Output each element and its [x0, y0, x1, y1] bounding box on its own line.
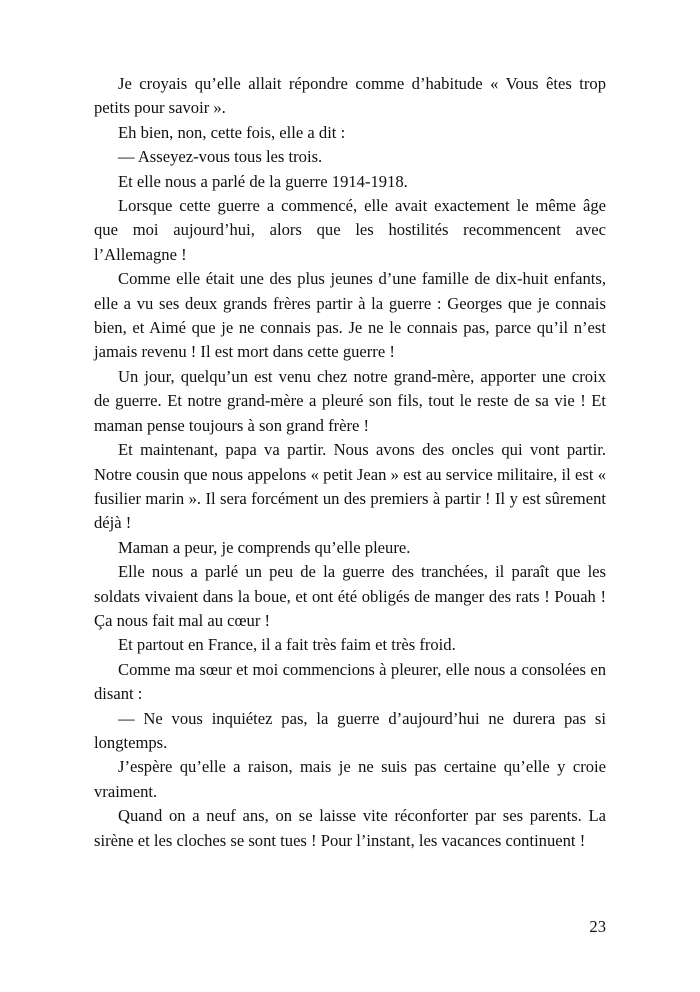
page-number: 23 — [589, 917, 606, 936]
paragraph-2: Eh bien, non, cette fois, elle a dit : — [118, 122, 346, 142]
paragraph-10: Elle nous a parlé un peu de la guerre des tranchées, il paraît que les soldats vivaient dans la boue, et ont été obligés de manger des rats ! Pouah ! Ça nous fait mal au cœur ! — [94, 562, 606, 630]
paragraph-11: Et partout en France, il a fait très faim et très froid. — [118, 635, 456, 655]
paragraph-8: Et maintenant, papa va partir. Nous avons des oncles qui vont partir. Notre cousin que nous appelons « petit Jean » est au service militaire, il est « fusilier marin ». Il sera forcément un des premiers à partir ! Il y est sûrement déjà ! — [94, 440, 606, 533]
paragraph-6: Comme elle était une des plus jeunes d’une famille de dix-huit enfants, elle a vu ses deux grands frères partir à la guerre : Georges que je connais bien, et Aimé que je ne connais pas. Je ne le connais pas, parce qu’il n’est jamais revenu ! Il est mort dans cette guerre ! — [94, 269, 606, 362]
paragraph-1: Je croyais qu’elle allait répondre comme d’habitude « Vous êtes trop petits pour savoir ». — [94, 74, 606, 118]
paragraph-5: Lorsque cette guerre a commencé, elle avait exactement le même âge que moi aujourd’hui, alors que les hostilités recommencent avec l’Allemagne ! — [94, 196, 606, 264]
paragraph-13: — Ne vous inquiétez pas, la guerre d’aujourd’hui ne durera pas si longtemps. — [94, 708, 606, 752]
paragraph-9: Maman a peur, je comprends qu’elle pleure. — [118, 537, 411, 557]
paragraph-12: Comme ma sœur et moi commencions à pleurer, elle nous a consolées en disant : — [94, 659, 606, 704]
body-text — [94, 72, 606, 853]
paragraph-15: Quand on a neuf ans, on se laisse vite réconforter par ses parents. La sirène et les cloches se sont tues ! Pour l’instant, les vacances continuent ! — [94, 806, 606, 850]
paragraph-3: — Asseyez-vous tous les trois. — [118, 147, 323, 167]
paragraph-14: J’espère qu’elle a raison, mais je ne suis pas certaine qu’elle y croie vraiment. — [94, 757, 606, 801]
paragraph-4: Et elle nous a parlé de la guerre 1914-1918. — [118, 171, 408, 191]
paragraph-7: Un jour, quelqu’un est venu chez notre grand-mère, apporter une croix de guerre. Et notre grand-mère a pleuré son fils, tout le reste de sa vie ! Et maman pense toujours à son grand frère ! — [94, 366, 606, 435]
